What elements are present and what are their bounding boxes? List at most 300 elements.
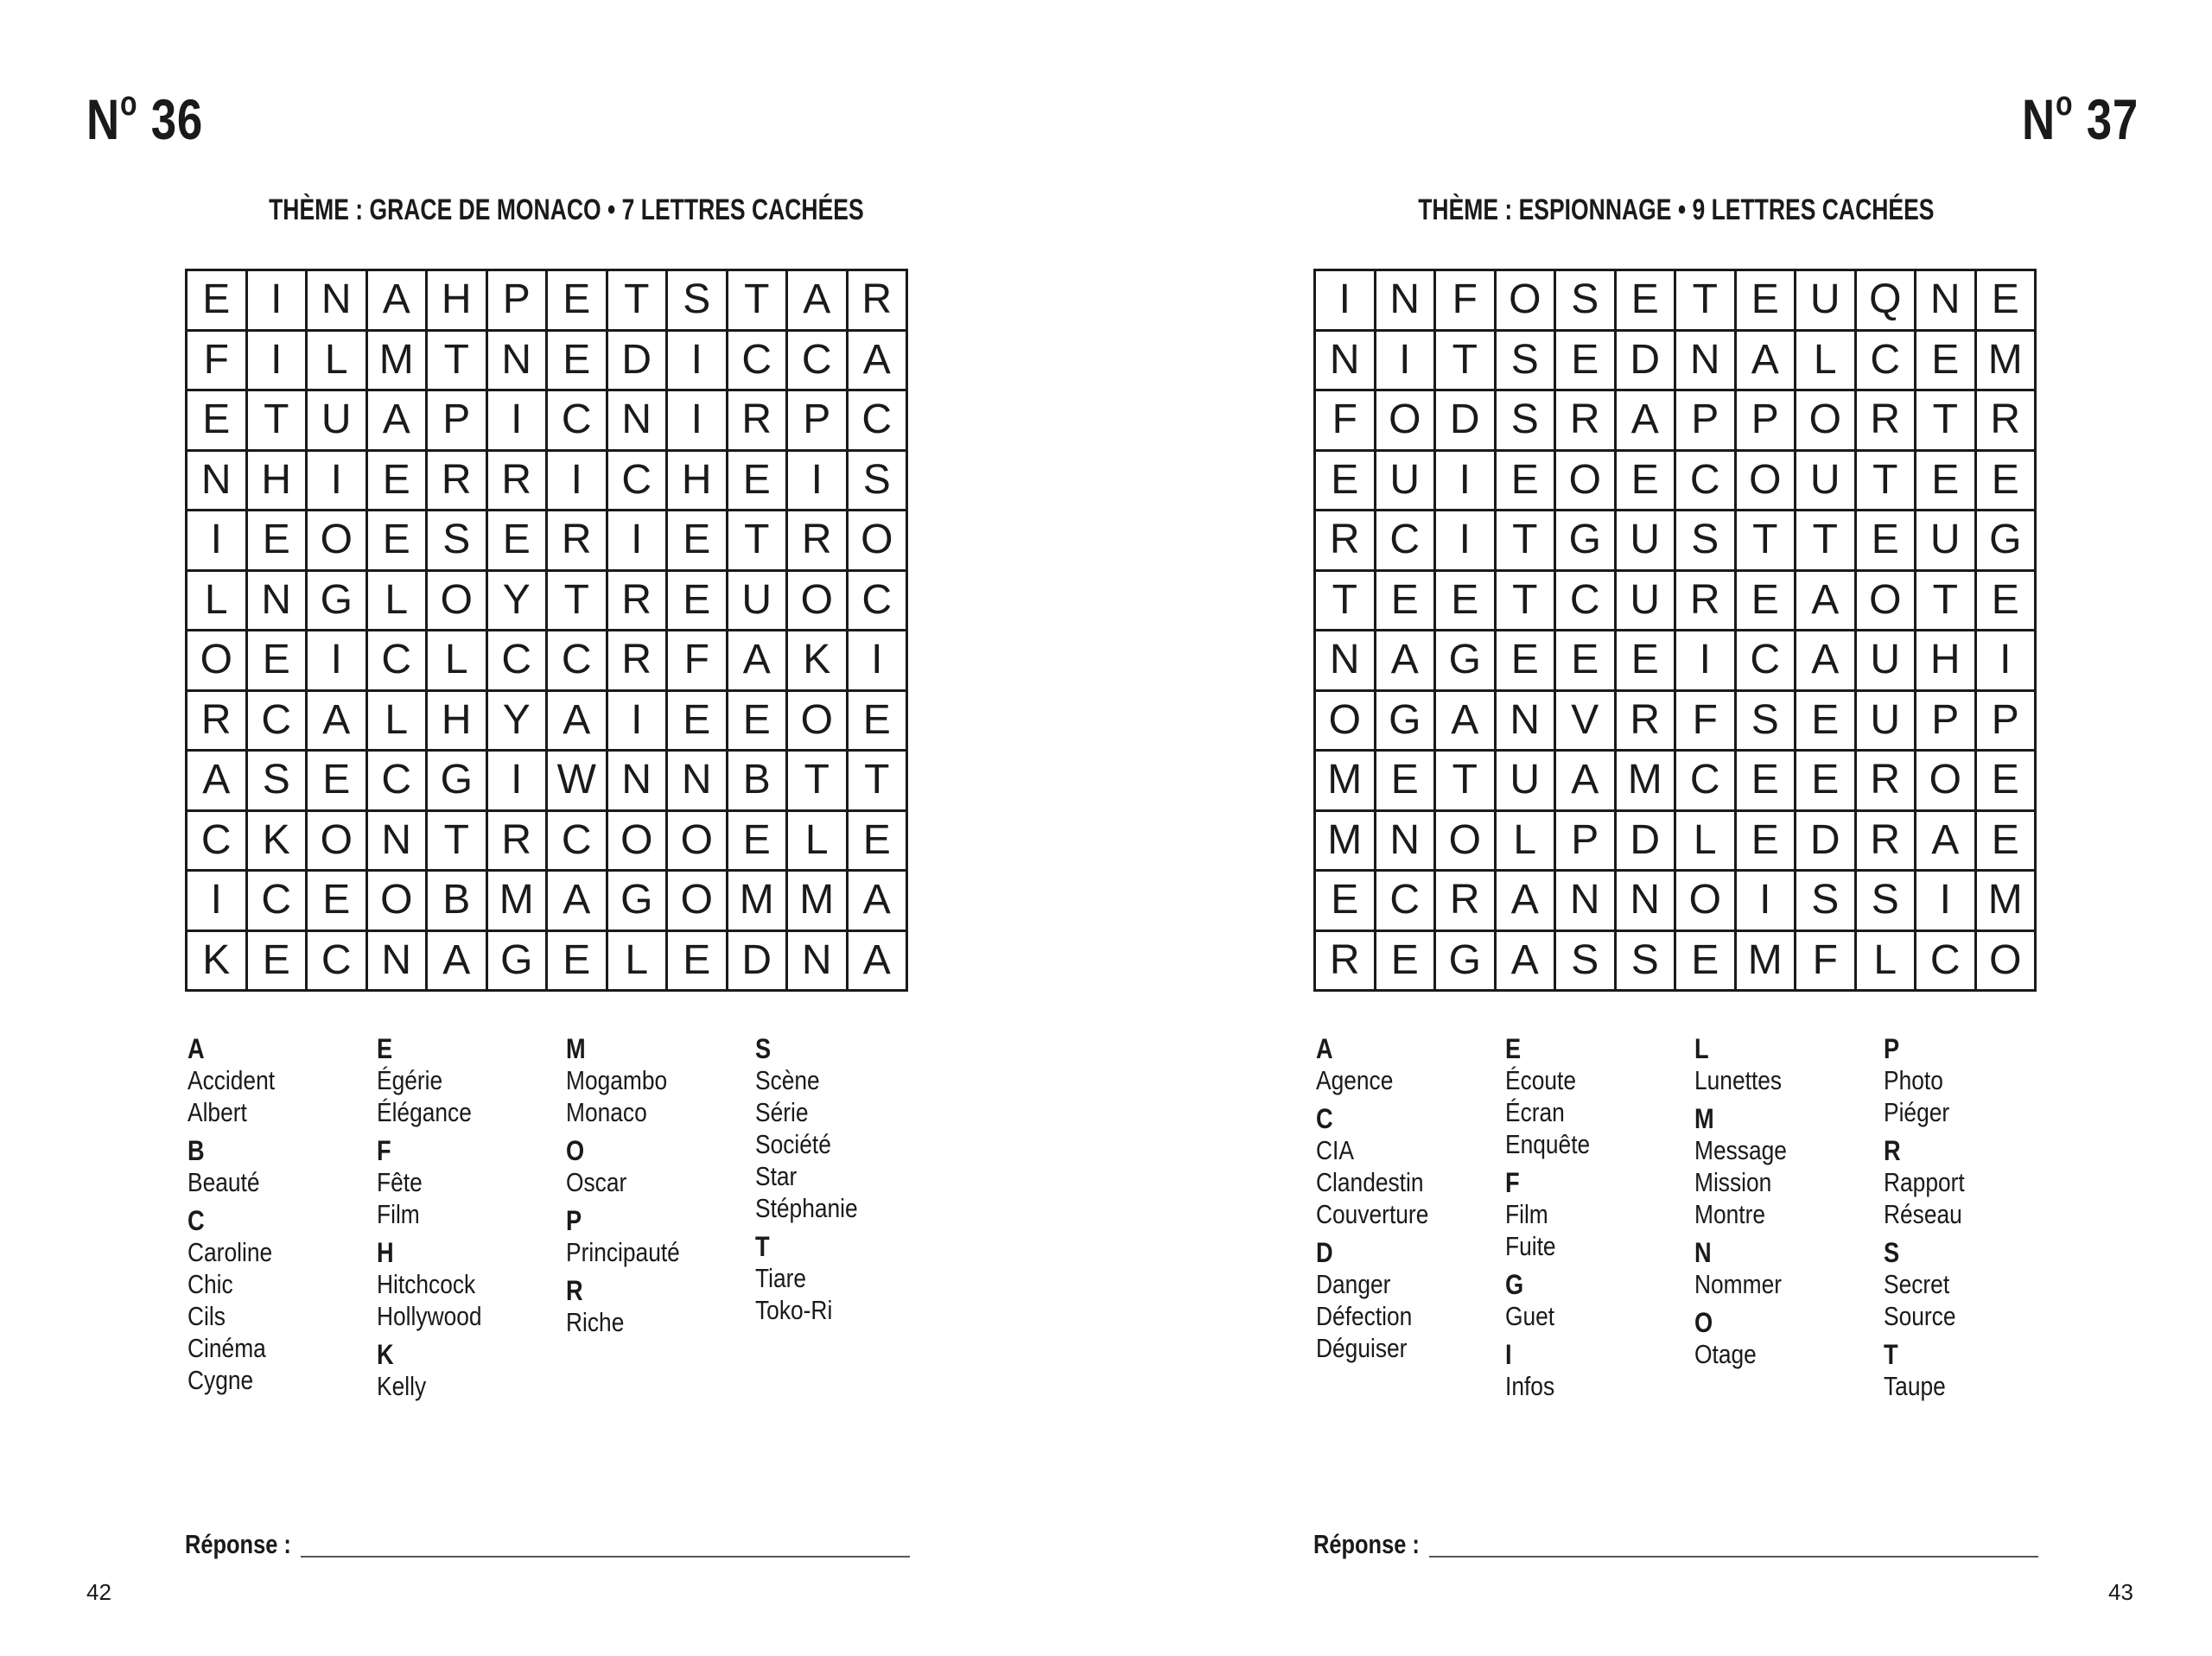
word-group [188,1205,377,1396]
page-number: 42 [86,1579,111,1605]
grid-cell: U [1376,452,1437,512]
grid-cell: E [1857,511,1917,572]
word-group-letter: M [1694,1103,1714,1134]
word-item: Écran [1505,1097,1565,1127]
grid-cell: E [248,631,308,692]
grid-cell: E [1916,332,1977,392]
grid-cell: S [1497,332,1557,392]
grid-cell: E [1737,572,1797,632]
grid-cell: P [428,391,488,452]
grid-cell: H [668,452,728,512]
word-item: Star [755,1161,798,1191]
grid-cell: L [428,631,488,692]
grid-cell: P [488,271,549,332]
grid-cell: E [308,752,368,812]
grid-cell: E [849,812,909,872]
word-item: Accident [188,1065,276,1095]
word-group [377,1237,566,1332]
word-item: Film [377,1199,420,1229]
grid-cell: C [1676,752,1737,812]
grid-cell: S [1796,872,1857,932]
grid-cell: H [1916,631,1977,692]
grid-cell: A [1436,692,1497,752]
grid-cell: A [308,692,368,752]
grid-cell: M [728,872,789,932]
grid-cell: O [308,511,368,572]
grid-cell: M [488,872,549,932]
grid-cell: O [1737,452,1797,512]
grid-cell: E [728,452,789,512]
grid-cell: I [1916,872,1977,932]
answer-field [1313,1531,2038,1558]
word-group [1316,1237,1505,1364]
word-group [1694,1103,1884,1230]
grid-cell: E [668,692,728,752]
word-group-letter: P [1884,1033,1900,1064]
grid-cell: M [368,332,429,392]
grid-cell: Y [488,692,549,752]
grid-cell: I [1436,452,1497,512]
grid-cell: L [368,692,429,752]
word-item: Chic [188,1269,233,1299]
word-group [1505,1339,1694,1402]
word-group-letter: L [1694,1033,1709,1064]
grid-cell: M [1737,932,1797,993]
word-group-letter: T [755,1231,770,1262]
word-list-column [188,1033,377,1409]
grid-cell: Y [488,572,549,632]
grid-cell: A [1796,631,1857,692]
grid-cell: N [788,932,849,993]
word-item: Tiare [755,1263,807,1293]
word-list [1316,1033,2073,1409]
word-group [1316,1033,1505,1096]
grid-cell: P [1556,812,1617,872]
word-group [188,1033,377,1128]
grid-cell: G [1436,631,1497,692]
grid-cell: E [1977,812,2037,872]
grid-cell: I [308,631,368,692]
word-group [1884,1339,2073,1402]
word-group-letter: N [1694,1237,1712,1268]
word-item: Caroline [188,1237,273,1267]
word-group-letter: T [1884,1339,1898,1370]
grid-cell: T [1676,271,1737,332]
grid-cell: R [849,271,909,332]
grid-cell: C [188,812,248,872]
grid-cell: O [1796,391,1857,452]
grid-cell: G [1376,692,1437,752]
grid-cell: E [368,511,429,572]
grid-cell: N [1497,692,1557,752]
grid-cell: E [188,271,248,332]
grid-cell: A [368,271,429,332]
word-item: Piéger [1884,1097,1950,1127]
grid-cell: D [1617,332,1677,392]
grid-cell: K [188,932,248,993]
grid-cell: I [668,332,728,392]
grid-cell: A [1796,572,1857,632]
grid-cell: R [1316,511,1376,572]
word-item: Société [755,1129,831,1159]
word-search-grid [1313,269,2037,992]
grid-cell: S [1857,872,1917,932]
answer-line[interactable] [301,1537,910,1558]
grid-cell: Q [1857,271,1917,332]
grid-cell: C [1376,872,1437,932]
grid-cell: I [188,872,248,932]
grid-cell: E [1617,631,1677,692]
grid-cell: R [488,812,549,872]
grid-cell: N [1676,332,1737,392]
word-group [755,1231,944,1326]
word-item: Film [1505,1199,1548,1229]
grid-cell: E [1977,452,2037,512]
word-item: Cinéma [188,1333,266,1363]
word-group-letter: F [1505,1167,1520,1198]
word-list-column [1316,1033,1505,1409]
grid-cell: C [548,812,608,872]
grid-cell: C [788,332,849,392]
grid-cell: T [1316,572,1376,632]
grid-cell: C [548,631,608,692]
word-group-letter: R [1884,1135,1901,1166]
grid-cell: G [1977,511,2037,572]
grid-cell: A [788,271,849,332]
grid-cell: U [1857,692,1917,752]
grid-cell: O [1556,452,1617,512]
grid-cell: I [849,631,909,692]
word-item: Danger [1316,1269,1391,1299]
grid-cell: E [1676,932,1737,993]
word-list-column [1884,1033,2073,1409]
word-item: Principauté [566,1237,680,1267]
word-item: Réseau [1884,1199,1962,1229]
grid-cell: C [488,631,549,692]
grid-cell: I [188,511,248,572]
grid-cell: M [788,872,849,932]
word-item: Kelly [377,1371,427,1401]
word-item: Otage [1694,1339,1757,1369]
grid-cell: C [548,391,608,452]
grid-cell: T [248,391,308,452]
grid-cell: T [728,271,789,332]
word-group [1505,1167,1694,1262]
grid-cell: M [1977,872,2037,932]
word-item: Série [755,1097,809,1127]
word-item: Nommer [1694,1269,1783,1299]
grid-cell: E [1737,752,1797,812]
grid-cell: F [668,631,728,692]
grid-cell: R [548,511,608,572]
grid-cell: C [308,932,368,993]
grid-cell: K [788,631,849,692]
grid-cell: R [1436,872,1497,932]
word-group [1694,1237,1884,1300]
grid-cell: N [308,271,368,332]
grid-cell: N [1376,271,1437,332]
word-item: Hitchcock [377,1269,476,1299]
word-item: Montre [1694,1199,1766,1229]
word-group [1694,1033,1884,1096]
grid-cell: P [1676,391,1737,452]
grid-cell: R [428,452,488,512]
word-group [188,1135,377,1198]
puzzle-number: $N^o$ 37 [2022,85,2139,151]
grid-cell: D [1796,812,1857,872]
grid-cell: E [1436,572,1497,632]
grid-cell: S [1737,692,1797,752]
word-item: Cygne [188,1365,254,1395]
grid-cell: P [1737,391,1797,452]
word-group-letter: K [377,1339,394,1370]
page-number: 43 [2108,1579,2133,1605]
grid-cell: C [849,572,909,632]
grid-cell: A [548,692,608,752]
word-item: Toko-Ri [755,1295,833,1325]
grid-cell: G [608,872,669,932]
answer-label: Réponse : [1313,1529,1420,1559]
word-group [1316,1103,1505,1230]
word-list-column [377,1033,566,1409]
grid-cell: M [1316,812,1376,872]
grid-cell: G [1556,511,1617,572]
grid-cell: D [608,332,669,392]
grid-cell: A [1737,332,1797,392]
word-group [1505,1033,1694,1160]
grid-cell: F [1436,271,1497,332]
grid-cell: L [788,812,849,872]
grid-cell: S [1556,932,1617,993]
grid-cell: N [608,752,669,812]
grid-cell: U [728,572,789,632]
grid-cell: E [368,452,429,512]
grid-cell: N [1316,631,1376,692]
grid-cell: E [668,932,728,993]
grid-cell: C [368,752,429,812]
grid-cell: A [849,872,909,932]
word-group-letter: E [1505,1033,1522,1064]
grid-cell: R [488,452,549,512]
word-item: Clandestin [1316,1167,1424,1197]
grid-cell: U [1617,572,1677,632]
word-group-letter: I [1505,1339,1512,1370]
grid-cell: O [608,812,669,872]
grid-cell: T [1916,391,1977,452]
grid-cell: C [1376,511,1437,572]
word-item: Taupe [1884,1371,1946,1401]
grid-cell: T [548,572,608,632]
grid-cell: G [428,752,488,812]
grid-cell: N [368,812,429,872]
word-group [1884,1237,2073,1332]
grid-cell: L [368,572,429,632]
grid-cell: N [1316,332,1376,392]
word-group-letter: A [1316,1033,1333,1064]
word-item: Mission [1694,1167,1772,1197]
grid-cell: U [1796,452,1857,512]
word-list-column [1505,1033,1694,1409]
word-list [188,1033,944,1409]
word-group [566,1275,755,1338]
grid-cell: T [428,332,488,392]
grid-cell: E [728,812,789,872]
grid-cell: U [1497,752,1557,812]
word-group-letter: G [1505,1269,1524,1300]
grid-cell: I [1376,332,1437,392]
word-group [1505,1269,1694,1332]
grid-cell: I [668,391,728,452]
word-group [1884,1135,2073,1230]
grid-cell: E [1977,271,2037,332]
puzzle-number: $N^o$ 36 [86,85,204,151]
grid-cell: F [1316,391,1376,452]
word-group [566,1205,755,1268]
word-item: Secret [1884,1269,1950,1299]
grid-cell: O [1916,752,1977,812]
grid-cell: O [1857,572,1917,632]
grid-cell: T [1436,752,1497,812]
word-item: Enquête [1505,1129,1591,1159]
word-list-column [566,1033,755,1409]
grid-cell: T [1916,572,1977,632]
grid-cell: R [608,631,669,692]
grid-cell: R [188,692,248,752]
grid-cell: O [1316,692,1376,752]
grid-cell: O [428,572,488,632]
grid-cell: E [248,932,308,993]
grid-cell: A [849,332,909,392]
word-group-letter: A [188,1033,205,1064]
word-item: Stéphanie [755,1193,858,1223]
grid-cell: C [368,631,429,692]
word-item: Défection [1316,1301,1413,1331]
grid-cell: N [668,752,728,812]
word-item: Albert [188,1097,247,1127]
grid-cell: T [849,752,909,812]
grid-cell: A [1916,812,1977,872]
grid-cell: N [248,572,308,632]
grid-cell: H [428,271,488,332]
page-right [1106,0,2212,1656]
grid-cell: K [248,812,308,872]
grid-cell: A [849,932,909,993]
grid-cell: F [1676,692,1737,752]
answer-line[interactable] [1429,1537,2038,1558]
word-list-column [755,1033,944,1409]
grid-cell: E [1316,452,1376,512]
word-list-column [1694,1033,1884,1409]
grid-cell: R [1977,391,2037,452]
grid-cell: U [1796,271,1857,332]
word-item: Mogambo [566,1065,668,1095]
grid-cell: O [1436,812,1497,872]
grid-cell: O [1676,872,1737,932]
word-group-letter: R [566,1275,583,1306]
word-group [377,1033,566,1128]
grid-cell: N [1556,872,1617,932]
grid-cell: E [1556,631,1617,692]
grid-cell: N [368,932,429,993]
grid-cell: I [308,452,368,512]
word-group-letter: D [1316,1237,1333,1268]
grid-cell: L [1676,812,1737,872]
word-item: Photo [1884,1065,1943,1095]
grid-cell: I [608,692,669,752]
word-item: Scène [755,1065,820,1095]
grid-cell: U [1617,511,1677,572]
grid-cell: R [1857,752,1917,812]
grid-cell: I [548,452,608,512]
word-group-letter: O [566,1135,585,1166]
grid-cell: C [1556,572,1617,632]
grid-cell: R [788,511,849,572]
grid-cell: R [1316,932,1376,993]
grid-cell: E [1737,271,1797,332]
grid-cell: N [1916,271,1977,332]
grid-cell: E [1977,752,2037,812]
grid-cell: O [1977,932,2037,993]
grid-cell: P [1977,692,2037,752]
grid-cell: S [849,452,909,512]
grid-cell: F [1796,932,1857,993]
grid-cell: E [1617,271,1677,332]
grid-cell: F [188,332,248,392]
grid-cell: A [1556,752,1617,812]
word-item: Infos [1505,1371,1555,1401]
grid-cell: E [1796,752,1857,812]
grid-cell: N [608,391,669,452]
word-group [1884,1033,2073,1128]
word-item: Lunettes [1694,1065,1783,1095]
grid-cell: E [1737,812,1797,872]
word-item: Élégance [377,1097,472,1127]
grid-cell: E [1497,452,1557,512]
word-group-letter: S [755,1033,772,1064]
word-item: Fuite [1505,1231,1556,1261]
word-group [1694,1307,1884,1370]
word-item: Rapport [1884,1167,1965,1197]
word-item: Agence [1316,1065,1394,1095]
grid-cell: G [488,932,549,993]
word-group [377,1135,566,1230]
grid-cell: M [1316,752,1376,812]
word-group-letter: C [1316,1103,1333,1134]
grid-cell: E [1556,332,1617,392]
grid-cell: I [1737,872,1797,932]
grid-cell: I [1436,511,1497,572]
word-group-letter: M [566,1033,586,1064]
word-item: Source [1884,1301,1956,1331]
grid-cell: C [248,872,308,932]
grid-cell: D [728,932,789,993]
grid-cell: A [1497,872,1557,932]
grid-cell: T [788,752,849,812]
grid-cell: C [1916,932,1977,993]
word-item: Monaco [566,1097,647,1127]
grid-cell: C [608,452,669,512]
grid-cell: N [1376,812,1437,872]
grid-cell: I [248,271,308,332]
grid-cell: A [368,391,429,452]
word-item: Cils [188,1301,226,1331]
grid-cell: C [849,391,909,452]
grid-cell: C [248,692,308,752]
grid-cell: T [1857,452,1917,512]
grid-cell: S [668,271,728,332]
grid-cell: B [728,752,789,812]
grid-cell: T [608,271,669,332]
